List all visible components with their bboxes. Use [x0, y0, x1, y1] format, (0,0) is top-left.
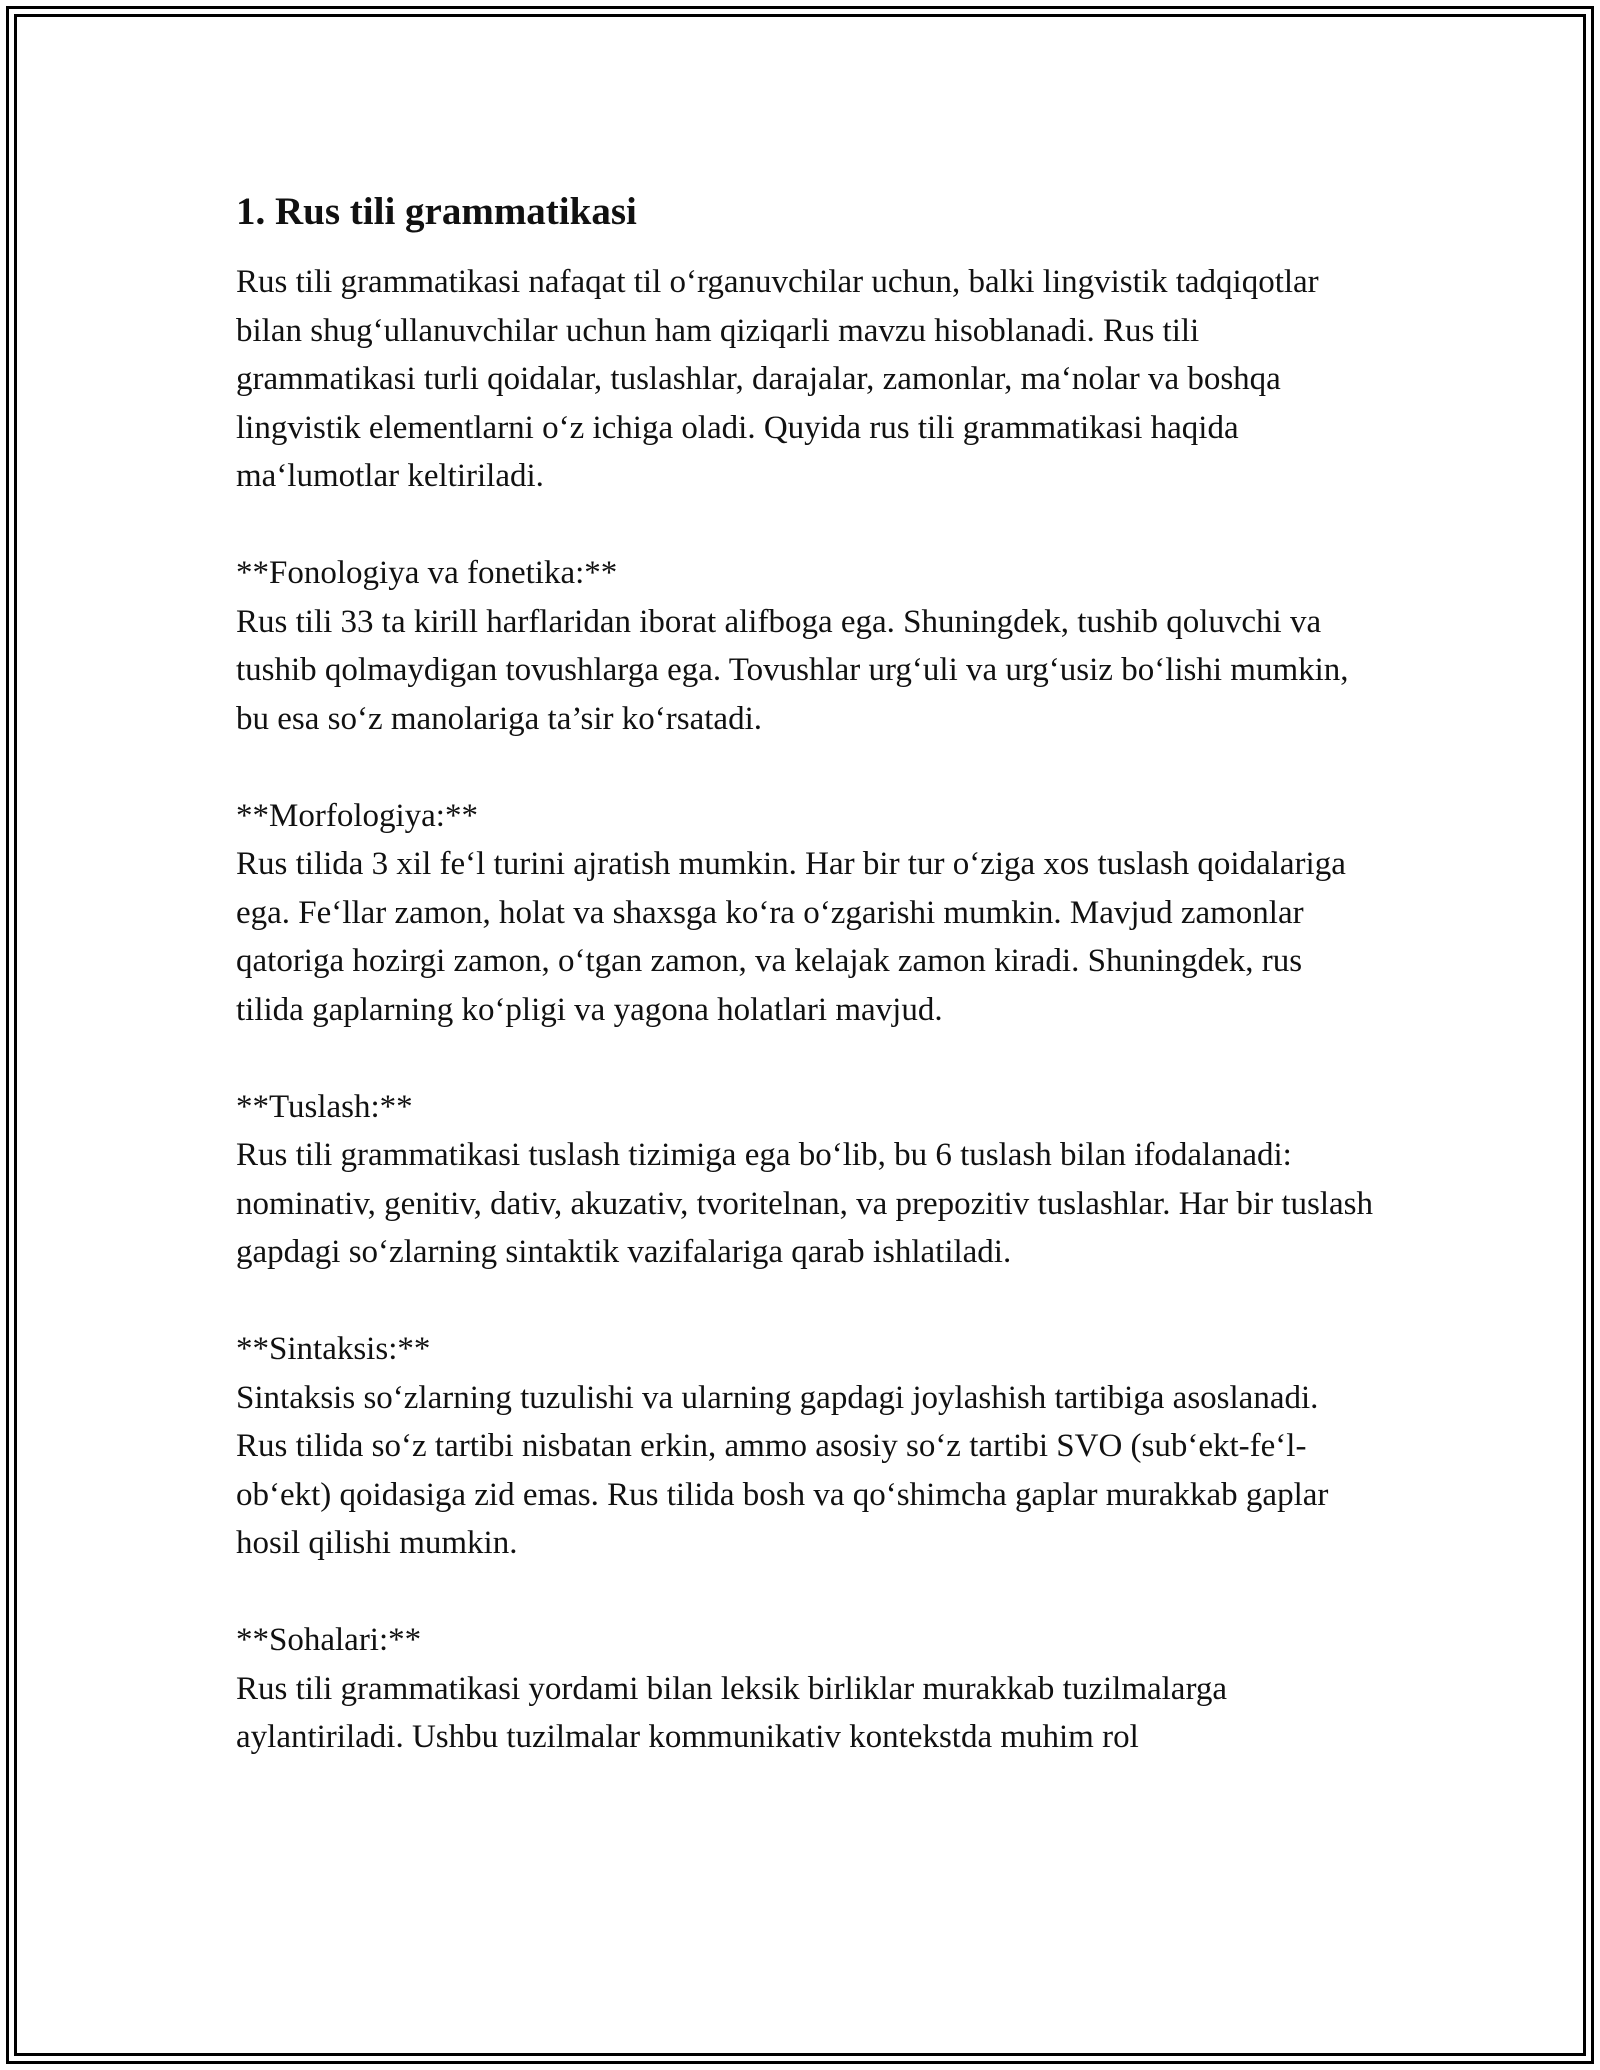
section-text: Rus tili 33 ta kirill harflaridan iborat alifboga ega. Shuningdek, tushib qoluvchi va tushib qolmaydigan tovushlarga ega. Tovushlar urg‘uli va urg‘usiz bo‘lishi mumkin, bu esa so‘z manolariga ta’sir ko‘rsatadi.	[236, 603, 1349, 737]
section-text: Sintaksis so‘zlarning tuzulishi va ularning gapdagi joylashish tartibiga asoslanadi. Rus tilida so‘z tartibi nisbatan erkin, ammo asosiy so‘z tartibi SVO (sub‘ekt-fe‘l-ob‘ekt) qoidasiga zid emas. Rus tilida bosh va qo‘shimcha gaplar murakkab gaplar hosil qilishi mumkin.	[236, 1379, 1329, 1561]
section-heading: **Tuslash:**	[236, 1088, 413, 1125]
section-text: Rus tili grammatikasi yordami bilan leksik birliklar murakkab tuzilmalarga aylantiriladi. Ushbu tuzilmalar kommunikativ kontekstda muhim rol	[236, 1670, 1227, 1755]
section-text: Rus tili grammatikasi tuslash tizimiga ega bo‘lib, bu 6 tuslash bilan ifodalanadi: nominativ, genitiv, dativ, akuzativ, tvoritelnan, va prepozitiv tuslashlar. Har bir tuslash gapdagi so‘zlarning sintaktik vazifalariga qarab ishlatiladi.	[236, 1137, 1374, 1270]
section-tuslash	[236, 1083, 1376, 1277]
document-title: 1. Rus tili grammatikasi	[236, 190, 637, 233]
section-heading: **Fonologiya va fonetika:**	[236, 555, 618, 591]
section-heading: **Sintaksis:**	[236, 1331, 431, 1367]
section-heading: **Morfologiya:**	[236, 797, 478, 834]
section-sintaksis	[236, 1325, 1376, 1568]
section-fonologiya	[236, 549, 1376, 743]
intro-paragraph: Rus tili grammatikasi nafaqat til o‘rganuvchilar uchun, balki lingvistik tadqiqotlar bilan shug‘ullanuvchilar uchun ham qiziqarli mavzu hisoblanadi. Rus tili grammatikasi turli qoidalar, tuslashlar, darajalar, zamonlar, ma‘nolar va boshqa lingvistik elementlarni o‘z ichiga oladi. Quyida rus tili grammatikasi haqida ma‘lumotlar keltiriladi.	[236, 264, 1319, 494]
section-text: Rus tilida 3 xil fe‘l turini ajratish mumkin. Har bir tur o‘ziga xos tuslash qoidalariga ega. Fe‘llar zamon, holat va shaxsga ko‘ra o‘zgarishi mumkin. Mavjud zamonlar qatoriga hozirgi zamon, o‘tgan zamon, va kelajak zamon kiradi. Shuningdek, rus tilida gaplarning ko‘pligi va yagona holatlari mavjud.	[236, 846, 1346, 1028]
section-morfologiya	[236, 792, 1376, 1035]
section-sohalari	[236, 1616, 1376, 1762]
document-body	[236, 186, 1376, 1762]
section-heading: **Sohalari:**	[236, 1622, 422, 1658]
